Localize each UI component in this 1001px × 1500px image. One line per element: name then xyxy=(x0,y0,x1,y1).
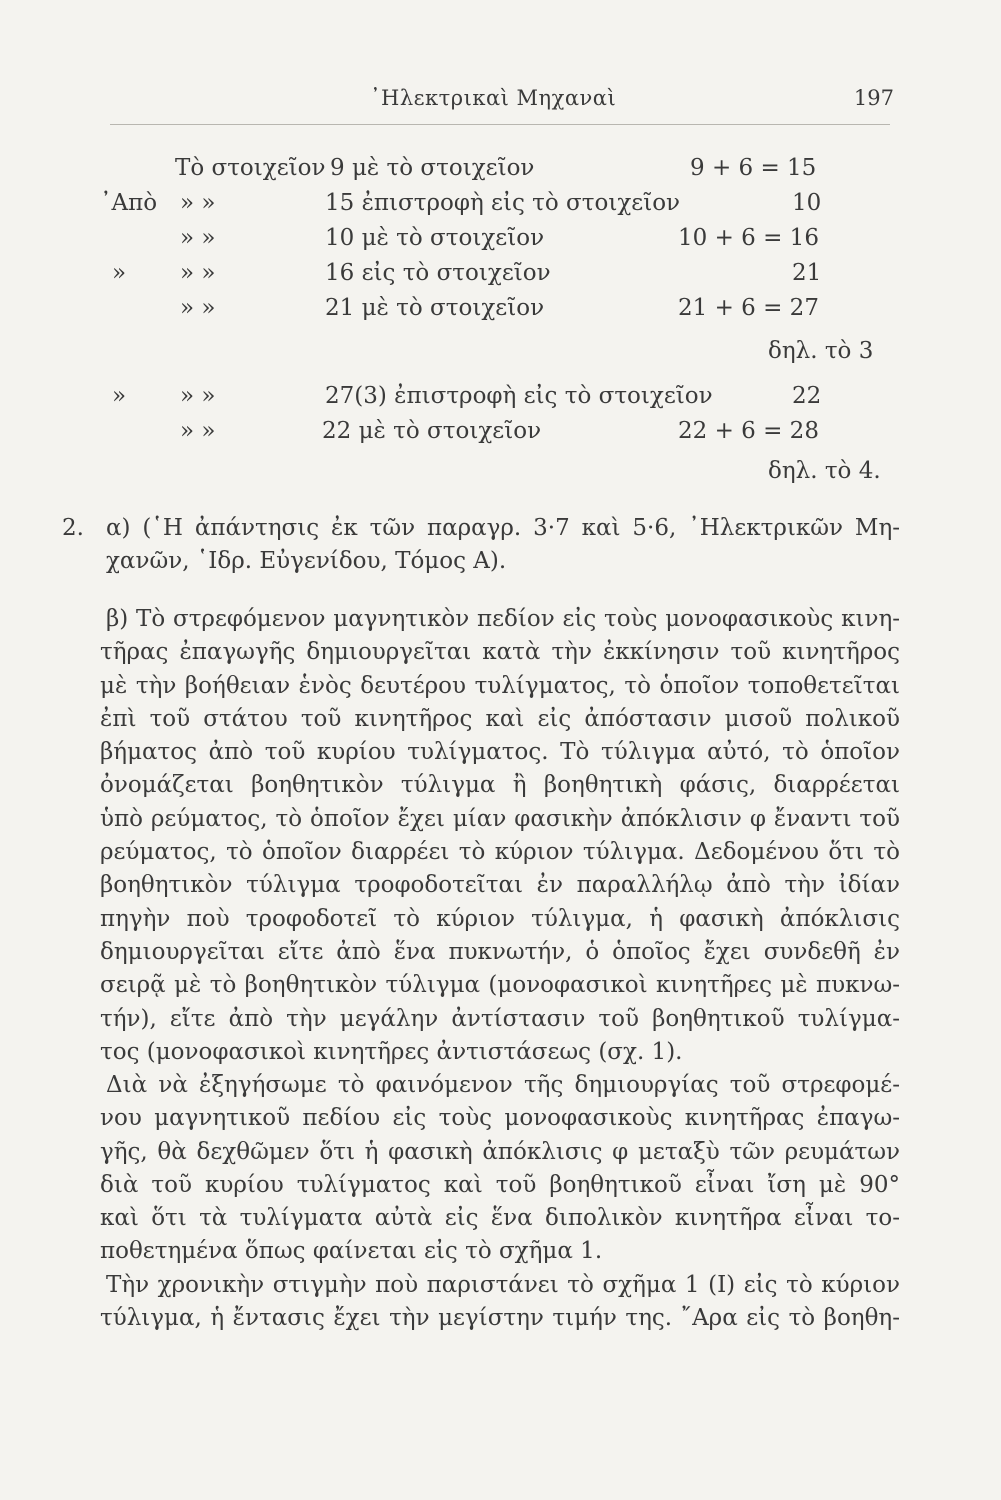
table-cell: 9 + 6 = 15 xyxy=(690,155,817,181)
text-line: χανῶν, ῾Ιδρ. Εὐγενίδου, Τόμος Α). xyxy=(106,548,507,575)
text-line: τος (μονοφασικοὶ κινητῆρες ἀντιστάσεως (σχ. 1). xyxy=(100,1038,683,1065)
page-number: 197 xyxy=(853,86,894,110)
paragraph-d xyxy=(100,1269,900,1336)
table-cell: 9 μὲ τὸ στοιχεῖον xyxy=(330,155,535,181)
text-line: ὑπὸ ρεύματος, τὸ ὁποῖον ἔχει μίαν φασικὴν ἀπόκλισιν φ ἔναντι τοῦ xyxy=(100,805,900,832)
table-cell: ᾿Απὸ xyxy=(100,190,158,216)
paragraph-c xyxy=(100,1069,900,1269)
table-cell: 10 xyxy=(792,190,822,216)
table-cell: 22 + 6 = 28 xyxy=(678,418,819,444)
table-row xyxy=(100,190,900,224)
table-row xyxy=(100,295,900,329)
text-line: τήν), εἴτε ἀπὸ τὴν μεγάλην ἀντίστασιν τοῦ βοηθητικοῦ τυλίγμα- xyxy=(100,1005,900,1032)
item-2 xyxy=(62,512,900,579)
header-rule xyxy=(110,124,890,125)
table-row xyxy=(100,338,900,372)
text-line: μὲ τὴν βοήθειαν ἑνὸς δευτέρου τυλίγματος, τὸ ὁποῖον τοποθετεῖται xyxy=(100,672,900,699)
table-cell: » » xyxy=(180,383,216,409)
text-line: τύλιγμα, ἡ ἔντασις ἔχει τὴν μεγίστην τιμήν της. ῎Αρα εἰς τὸ βοηθη- xyxy=(100,1305,900,1332)
table-cell: 10 + 6 = 16 xyxy=(678,225,819,251)
text-line: δημιουργεῖται εἴτε ἀπὸ ἕνα πυκνωτήν, ὁ ὁποῖος ἔχει συνδεθῆ ἐν xyxy=(100,938,900,965)
table-cell: 15 ἐπιστροφὴ εἰς τὸ στοιχεῖον xyxy=(325,190,681,216)
text-line: ὀνομάζεται βοηθητικὸν τύλιγμα ἢ βοηθητικὴ φάσις, διαρρέεται xyxy=(100,772,900,799)
text-line: γῆς, θὰ δεχθῶμεν ὅτι ἡ φασικὴ ἀπόκλισις φ μεταξὺ τῶν ρευμάτων xyxy=(100,1138,900,1165)
text-line: τῆρας ἐπαγωγῆς δημιουργεῖται κατὰ τὴν ἐκκίνησιν τοῦ κινητῆρος xyxy=(100,639,900,666)
table-cell: » » xyxy=(180,190,216,216)
table-cell: » xyxy=(112,260,127,286)
table-cell: 10 μὲ τὸ στοιχεῖον xyxy=(325,225,545,251)
table-cell: » » xyxy=(180,225,216,251)
table-row xyxy=(100,155,900,189)
table-cell: 21 + 6 = 27 xyxy=(678,295,819,321)
table-row xyxy=(100,383,900,417)
table-cell: » » xyxy=(180,295,216,321)
text-line: πηγὴν ποὺ τροφοδοτεῖ τὸ κύριον τύλιγμα, ἡ φασικὴ ἀπόκλισις xyxy=(100,905,900,932)
text-line: καὶ ὅτι τὰ τυλίγματα αὐτὰ εἰς ἕνα διπολικὸν κινητῆρα εἶναι το- xyxy=(100,1205,900,1232)
table-cell: 22 xyxy=(792,383,822,409)
table-row xyxy=(100,260,900,294)
text-line: ρεύματος, τὸ ὁποῖον διαρρέει τὸ κύριον τύλιγμα. Δεδομένου ὅτι τὸ xyxy=(100,839,900,866)
table-cell: Τὸ στοιχεῖον xyxy=(175,155,326,181)
table-cell: 27(3) ἐπιστροφὴ εἰς τὸ στοιχεῖον xyxy=(325,383,713,409)
running-title: ᾿Ηλεκτρικαὶ Μηχαναὶ xyxy=(370,86,617,110)
table-cell: 21 μὲ τὸ στοιχεῖον xyxy=(325,295,545,321)
text-line: βήματος ἀπὸ τοῦ κυρίου τυλίγματος. Τὸ τύλιγμα αὐτό, τὸ ὁποῖον xyxy=(100,739,900,766)
text-line: β) Τὸ στρεφόμενον μαγνητικὸν πεδίον εἰς τοὺς μονοφασικοὺς κινη- xyxy=(106,606,900,632)
table-cell: 21 xyxy=(792,260,822,286)
table-cell: 16 εἰς τὸ στοιχεῖον xyxy=(325,260,551,286)
table-cell: » » xyxy=(180,260,216,286)
table-cell: δηλ. τὸ 4. xyxy=(768,458,881,484)
table-row xyxy=(100,458,900,492)
paragraph-b xyxy=(100,603,900,1069)
text-line: ἐπὶ τοῦ στάτου τοῦ κινητῆρος καὶ εἰς ἀπόστασιν μισοῦ πολικοῦ xyxy=(100,705,900,732)
text-line: διὰ τοῦ κυρίου τυλίγματος καὶ τοῦ βοηθητικοῦ εἶναι ἴση μὲ 90° xyxy=(100,1171,900,1198)
table-cell: δηλ. τὸ 3 xyxy=(768,338,874,364)
text-line: Διὰ νὰ ἐξηγήσωμε τὸ φαινόμενον τῆς δημιουργίας τοῦ στρεφομέ- xyxy=(106,1072,900,1098)
table-row xyxy=(100,225,900,259)
table-row xyxy=(100,418,900,452)
table-cell: 22 μὲ τὸ στοιχεῖον xyxy=(322,418,542,444)
text-line: Τὴν χρονικὴν στιγμὴν ποὺ παριστάνει τὸ σχῆμα 1 (Ι) εἰς τὸ κύριον xyxy=(106,1272,900,1298)
page-header xyxy=(100,86,900,126)
text-line: α) (῾Η ἀπάντησις ἐκ τῶν παραγρ. 3·7 καὶ 5·6, ᾿Ηλεκτρικῶν Μη- xyxy=(106,515,900,541)
text-line: ποθετημένα ὅπως φαίνεται εἰς τὸ σχῆμα 1. xyxy=(100,1238,603,1265)
item-number: 2. xyxy=(62,515,84,541)
text-line: νου μαγνητικοῦ πεδίου εἰς τοὺς μονοφασικοὺς κινητῆρας ἐπαγω- xyxy=(100,1105,900,1132)
table-cell: » » xyxy=(180,418,216,444)
table-cell: » xyxy=(112,383,127,409)
text-line: σειρᾷ μὲ τὸ βοηθητικὸν τύλιγμα (μονοφασικοὶ κινητῆρες μὲ πυκνω- xyxy=(100,972,900,999)
text-line: βοηθητικὸν τύλιγμα τροφοδοτεῖται ἐν παραλλήλῳ ἀπὸ τὴν ἰδίαν xyxy=(100,872,900,899)
